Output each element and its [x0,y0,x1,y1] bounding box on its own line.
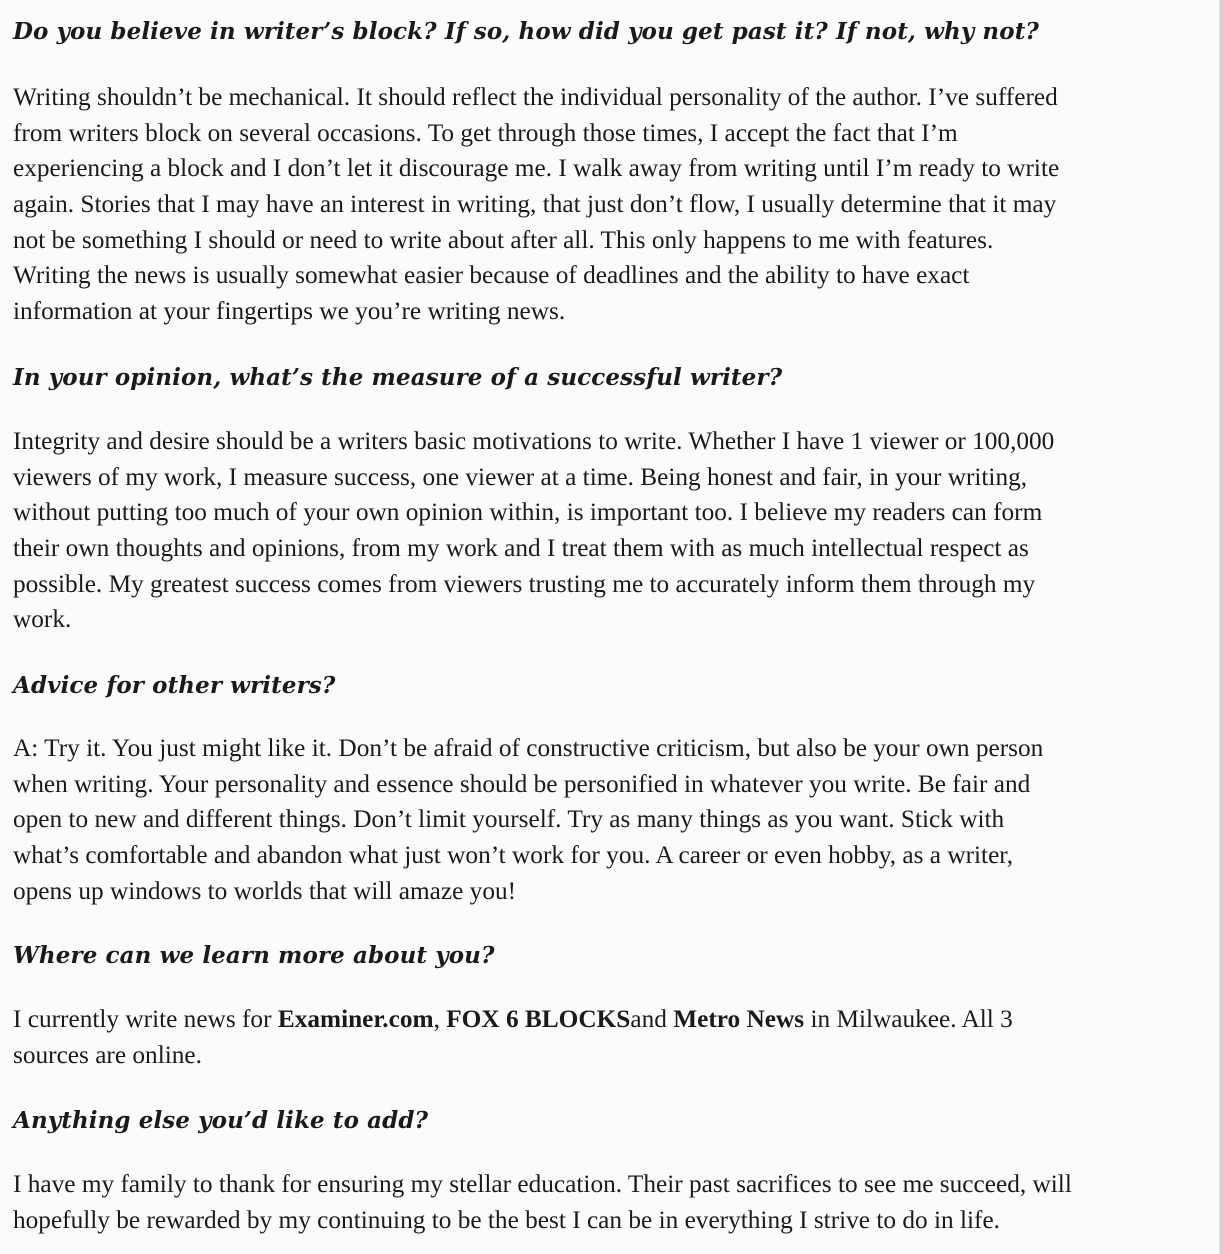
answer-separator: and [630,1005,674,1033]
answer-line: what’s comfortable and abandon what just won’t work for you. A career or even hobby, as a writer, [13,841,1014,870]
answer-line: from writers block on several occasions. To get through those times, I accept the fact that I’m [13,118,958,147]
answer-writers-block [13,80,1059,330]
answer-line: again. Stories that I may have an interest in writing, that just don’t flow, I usually determine that it may [13,190,1057,219]
question-writers-block: Do you believe in writer’s block? If so, how did you get past it? If not, why not? [13,18,1039,45]
answer-line: A: Try it. You just might like it. Don’t be afraid of constructive criticism, but also be your own person [13,734,1044,762]
question-advice: Advice for other writers? [13,672,336,699]
answer-separator: , [433,1005,447,1033]
question-anything-else: Anything else you’d like to add? [13,1107,429,1134]
source-metro-news: Metro News [673,1005,805,1033]
answer-line: I have my family to thank for ensuring my stellar education. Their past sacrifices to see me succeed, will [13,1170,1072,1198]
answer-line [13,1002,1013,1038]
answer-suffix: in Milwaukee. All 3 [804,1005,1013,1033]
answer-line: open to new and different things. Don’t limit yourself. Try as many things as you want. Stick with [13,805,1005,834]
question-successful-writer: In your opinion, what’s the measure of a successful writer? [13,364,783,391]
answer-line: their own thoughts and opinions, from my work and I treat them with as much intellectual respect as [13,534,1029,563]
answer-line: information at your fingertips we you’re writing news. [13,297,566,326]
answer-line: experiencing a block and I don’t let it discourage me. I walk away from writing until I’m ready to write [13,154,1060,183]
answer-line: Writing shouldn’t be mechanical. It should reflect the individual personality of the author. I’ve suffered [13,83,1058,111]
answer-anything-else [13,1167,1072,1238]
answer-learn-more [13,1002,1013,1073]
answer-line: possible. My greatest success comes from viewers trusting me to accurately inform them through my [13,569,1036,598]
answer-line: work. [13,605,72,634]
answer-prefix: I currently write news for [13,1005,278,1033]
answer-line: viewers of my work, I measure success, one viewer at a time. Being honest and fair, in your writing, [13,462,1028,491]
answer-successful-writer [13,424,1054,638]
answer-line: Writing the news is usually somewhat easier because of deadlines and the ability to have exact [13,261,970,290]
answer-line: Integrity and desire should be a writers basic motivations to write. Whether I have 1 viewer or 100,000 [13,427,1055,455]
source-fox6-blocks: FOX 6 BLOCKS [446,1005,631,1033]
answer-line: sources are online. [13,1040,202,1069]
question-learn-more: Where can we learn more about you? [13,942,495,969]
answer-line: without putting too much of your own opinion within, is important too. I believe my readers can form [13,498,1043,527]
answer-line: when writing. Your personality and essence should be personified in whatever you write. Be fair and [13,769,1031,798]
source-examiner: Examiner.com [277,1005,434,1033]
answer-advice [13,731,1043,909]
answer-line: opens up windows to worlds that will amaze you! [13,876,517,905]
answer-line: not be something I should or need to write about after all. This only happens to me with features. [13,225,994,254]
scan-edge [1219,0,1223,1254]
answer-line: hopefully be rewarded by my continuing to be the best I can be in everything I strive to do in life. [13,1205,1001,1234]
